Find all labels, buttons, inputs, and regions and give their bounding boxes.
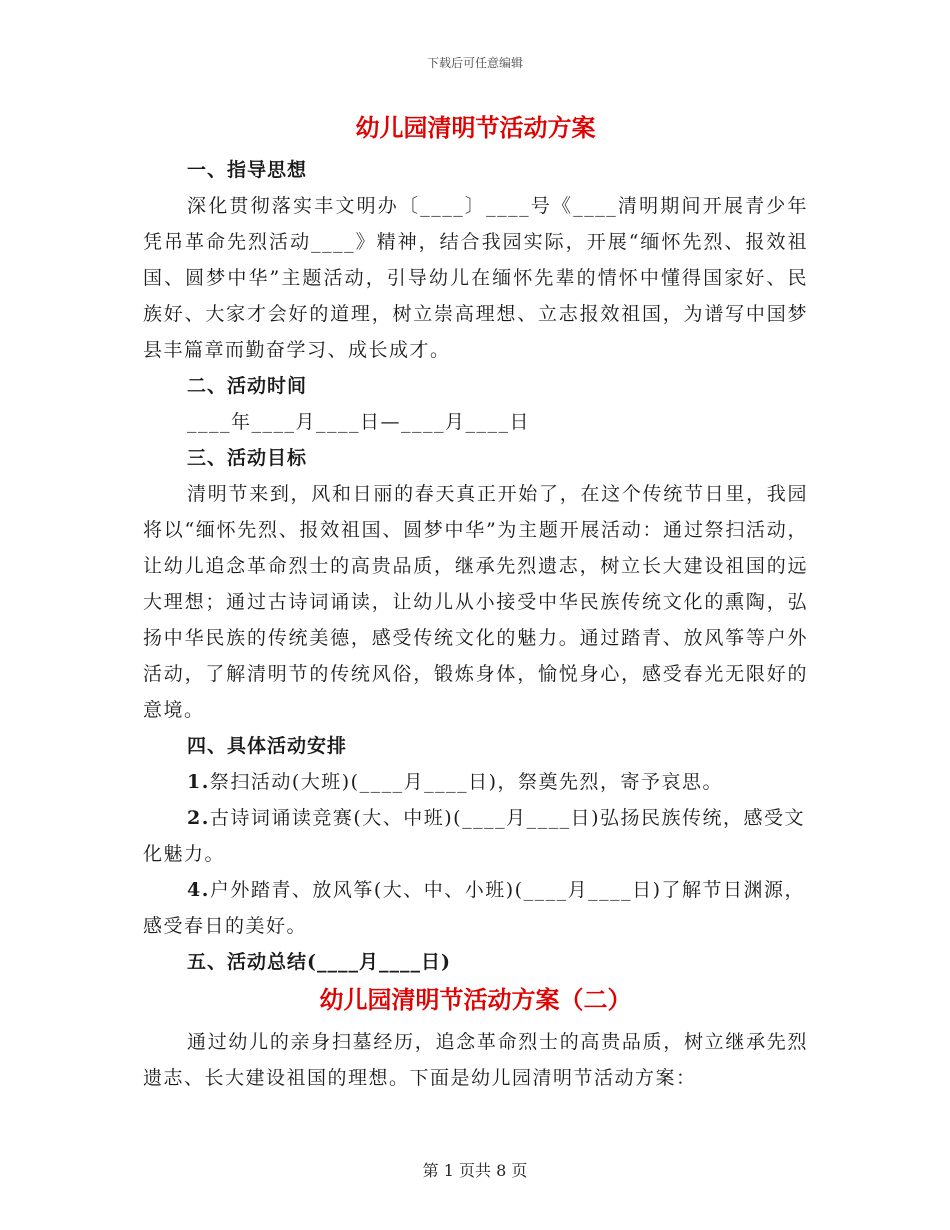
list-item — [143, 800, 808, 872]
section-heading: 五、活动总结(____月____日) — [187, 951, 451, 973]
intro-paragraph: 通过幼儿的亲身扫墓经历，追念革命烈士的高贵品质，树立继承先烈遗志、长大建设祖国的理想。下面是幼儿园清明节活动方案： — [143, 1031, 808, 1089]
section-heading: 四、具体活动安排 — [187, 735, 348, 757]
list-item-number: 1. — [187, 771, 210, 793]
list-item — [143, 764, 808, 800]
section-heading: 三、活动目标 — [187, 447, 308, 469]
section-activity-time — [143, 368, 808, 440]
list-item-number: 2. — [187, 807, 210, 829]
document-title: 幼儿园清明节活动方案 — [355, 113, 596, 142]
page-footer-number: 第 1 页共 8 页 — [422, 1161, 528, 1180]
section-activity-schedule — [143, 728, 808, 944]
section-summary — [143, 944, 808, 980]
section-activity-goals — [143, 440, 808, 728]
list-item-number: 4. — [187, 879, 210, 901]
page-header-note: 下载后可任意编辑 — [426, 56, 523, 70]
list-item-text: 户外踏青、放风筝(大、中、小班)(____月____日)了解节日渊源，感受春日的美好。 — [143, 879, 805, 937]
list-item-text: 祭扫活动(大班)(____月____日)，祭奠先烈，寄予哀思。 — [209, 771, 723, 793]
section-heading: 一、指导思想 — [187, 159, 308, 181]
list-item-text: 古诗词诵读竞赛(大、中班)(____月____日)弘扬民族传统，感受文化魅力。 — [143, 807, 805, 865]
document-title-second: 幼儿园清明节活动方案（二） — [319, 985, 632, 1014]
document-body — [143, 108, 808, 1096]
section-paragraph: 深化贯彻落实丰文明办〔____〕____号《____清明期间开展青少年凭吊革命先烈活动____》精神，结合我园实际，开展“缅怀先烈、报效祖国、圆梦中华”主题活动，引导幼儿在缅怀先辈的情怀中懂得国家好、民族好、大家才会好的道理，树立崇高理想、立志报效祖国，为谱写中国梦县丰篇章而勤奋学习、成长成才。 — [143, 195, 808, 361]
section-paragraph: 清明节来到，风和日丽的春天真正开始了，在这个传统节日里，我园将以“缅怀先烈、报效祖国、圆梦中华”为主题开展活动：通过祭扫活动，让幼儿追念革命烈士的高贵品质，继承先烈遗志，树立长大建设祖国的远大理想；通过古诗词诵读，让幼儿从小接受中华民族传统文化的熏陶，弘扬中华民族的传统美德，感受传统文化的魅力。通过踏青、放风筝等户外活动，了解清明节的传统风俗，锻炼身体，愉悦身心，感受春光无限好的意境。 — [143, 483, 808, 721]
section-heading: 二、活动时间 — [187, 375, 308, 397]
list-item — [143, 872, 808, 944]
section-guiding-idea — [143, 152, 808, 368]
section-paragraph: ____年____月____日—____月____日 — [187, 411, 531, 433]
